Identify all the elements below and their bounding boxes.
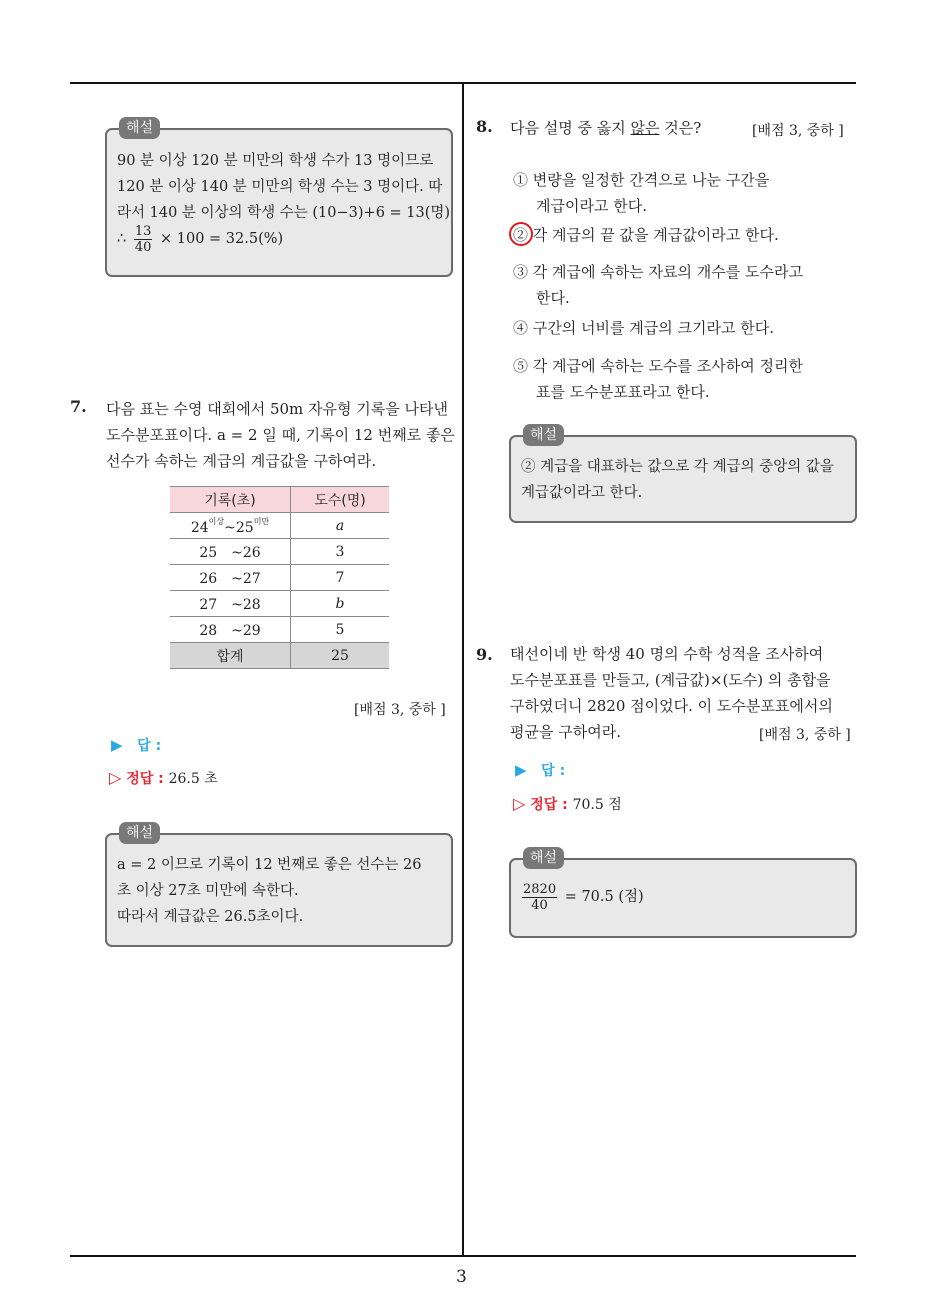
option-5-cont: 표를 도수분포표라고 한다.: [536, 383, 710, 401]
fraction: $\frac{2820}{40}$: [523, 881, 557, 913]
solution-line: ② 계급을 대표하는 값으로 각 계급의 중앙의 값을: [521, 459, 834, 475]
table-cell: 25: [291, 643, 390, 669]
formula-rest: = 70.5 (점): [564, 889, 644, 905]
answer-line: [515, 760, 565, 780]
question-text: 다음 표는 수영 대회에서 50m 자유형 기록을 나타낸: [106, 400, 448, 418]
solution-tag: 해설: [523, 424, 564, 446]
solution-tag: 해설: [119, 117, 160, 139]
question-number-7: 7.: [70, 397, 87, 416]
solution-tag: 해설: [119, 822, 160, 844]
solution-formula: [519, 880, 644, 914]
correct-value: 70.5 점: [572, 797, 622, 813]
play-triangle-icon: ▶: [515, 761, 527, 779]
table-cell: 5: [291, 617, 390, 643]
table-sum-row: [170, 643, 389, 669]
question-text: 평균을 구하여라.: [510, 723, 621, 741]
table-header-row: [170, 487, 389, 513]
table-cell: $24^{이상}\sim 25^{미만}$: [170, 513, 291, 539]
table-cell: 27 ~28: [170, 591, 291, 617]
column-divider: [462, 83, 464, 1257]
solution-line: 초 이상 27초 미만에 속한다.: [117, 883, 299, 899]
play-triangle-icon: ▶: [111, 736, 123, 754]
table-cell: 25 ~26: [170, 539, 291, 565]
option-2: ② 각 계급의 끝 값을 계급값이라고 한다.: [513, 226, 779, 244]
open-triangle-icon: ▷: [109, 768, 122, 787]
solution-line: 90 분 이상 120 분 미만의 학생 수가 13 명이므로: [117, 153, 434, 169]
table-header: 도수(명): [291, 487, 390, 513]
option-1-cont: 계급이라고 한다.: [536, 197, 647, 215]
open-triangle-icon: ▷: [513, 794, 526, 813]
answer-line: [111, 735, 161, 755]
table-row: [170, 513, 389, 539]
table-cell: b: [291, 591, 390, 617]
frequency-table: [170, 486, 389, 669]
table-row: [170, 565, 389, 591]
fraction: $\frac{13}{40}$: [134, 223, 152, 255]
table-row: [170, 617, 389, 643]
solution-line: 따라서 계급값은 26.5초이다.: [117, 909, 304, 925]
table-row: [170, 539, 389, 565]
option-1: ① 변량을 일정한 간격으로 나눈 구간을: [513, 171, 770, 189]
table-cell: 28 ~29: [170, 617, 291, 643]
question-text: 도수분포표를 만들고, (계급값)×(도수) 의 총합을: [510, 671, 831, 689]
table-cell: 합계: [170, 643, 291, 669]
question-number-8: 8.: [476, 117, 493, 136]
option-3: ③ 각 계급에 속하는 자료의 개수를 도수라고: [513, 263, 803, 281]
table-header: 기록(초): [170, 487, 291, 513]
table-cell: 26 ~27: [170, 565, 291, 591]
correct-label: 정답 :: [126, 771, 164, 787]
correct-answer-line: [513, 794, 622, 814]
solution-line: 계급값이라고 한다.: [521, 485, 643, 501]
table-cell: a: [291, 513, 390, 539]
answer-label: 답 :: [137, 738, 162, 754]
question-text: 도수분포표이다. a = 2 일 때, 기록이 12 번째로 좋은: [106, 426, 455, 444]
answer-label: 답 :: [541, 763, 566, 779]
correct-label: 정답 :: [530, 797, 568, 813]
option-3-cont: 한다.: [536, 289, 570, 307]
option-4: ④ 구간의 너비를 계급의 크기라고 한다.: [513, 319, 774, 337]
table-row: [170, 591, 389, 617]
score-label: [배점 3, 중하 ]: [752, 123, 844, 139]
score-label: [배점 3, 중하 ]: [759, 727, 851, 743]
question-text: 선수가 속하는 계급의 계급값을 구하여라.: [106, 452, 377, 470]
solution-line: a = 2 이므로 기록이 12 번째로 좋은 선수는 26: [117, 857, 422, 873]
option-5: ⑤ 각 계급에 속하는 도수를 조사하여 정리한: [513, 357, 803, 375]
correct-answer-line: [109, 768, 218, 788]
therefore-symbol: ∴: [117, 231, 127, 247]
question-text: 다음 설명 중 옳지 않은 것은?: [510, 119, 702, 137]
score-label: [배점 3, 중하 ]: [354, 702, 446, 718]
correct-value: 26.5 초: [168, 771, 218, 787]
bottom-rule: [70, 1255, 856, 1257]
formula-rest: × 100 = 32.5(%): [160, 231, 284, 247]
solution-line: 라서 140 분 이상의 학생 수는 (10−3)+6 = 13(명): [117, 205, 451, 221]
question-text: 태선이네 반 학생 40 명의 수학 성적을 조사하여: [510, 645, 824, 663]
page-number: 3: [456, 1267, 467, 1287]
table-cell: 7: [291, 565, 390, 591]
question-number-9: 9.: [476, 645, 493, 664]
solution-tag: 해설: [523, 847, 564, 869]
solution-line: 120 분 이상 140 분 미만의 학생 수는 3 명이다. 따: [117, 179, 443, 195]
table-cell: 3: [291, 539, 390, 565]
solution-formula: [117, 222, 283, 256]
question-text: 구하였더니 2820 점이었다. 이 도수분포표에서의: [510, 697, 833, 715]
